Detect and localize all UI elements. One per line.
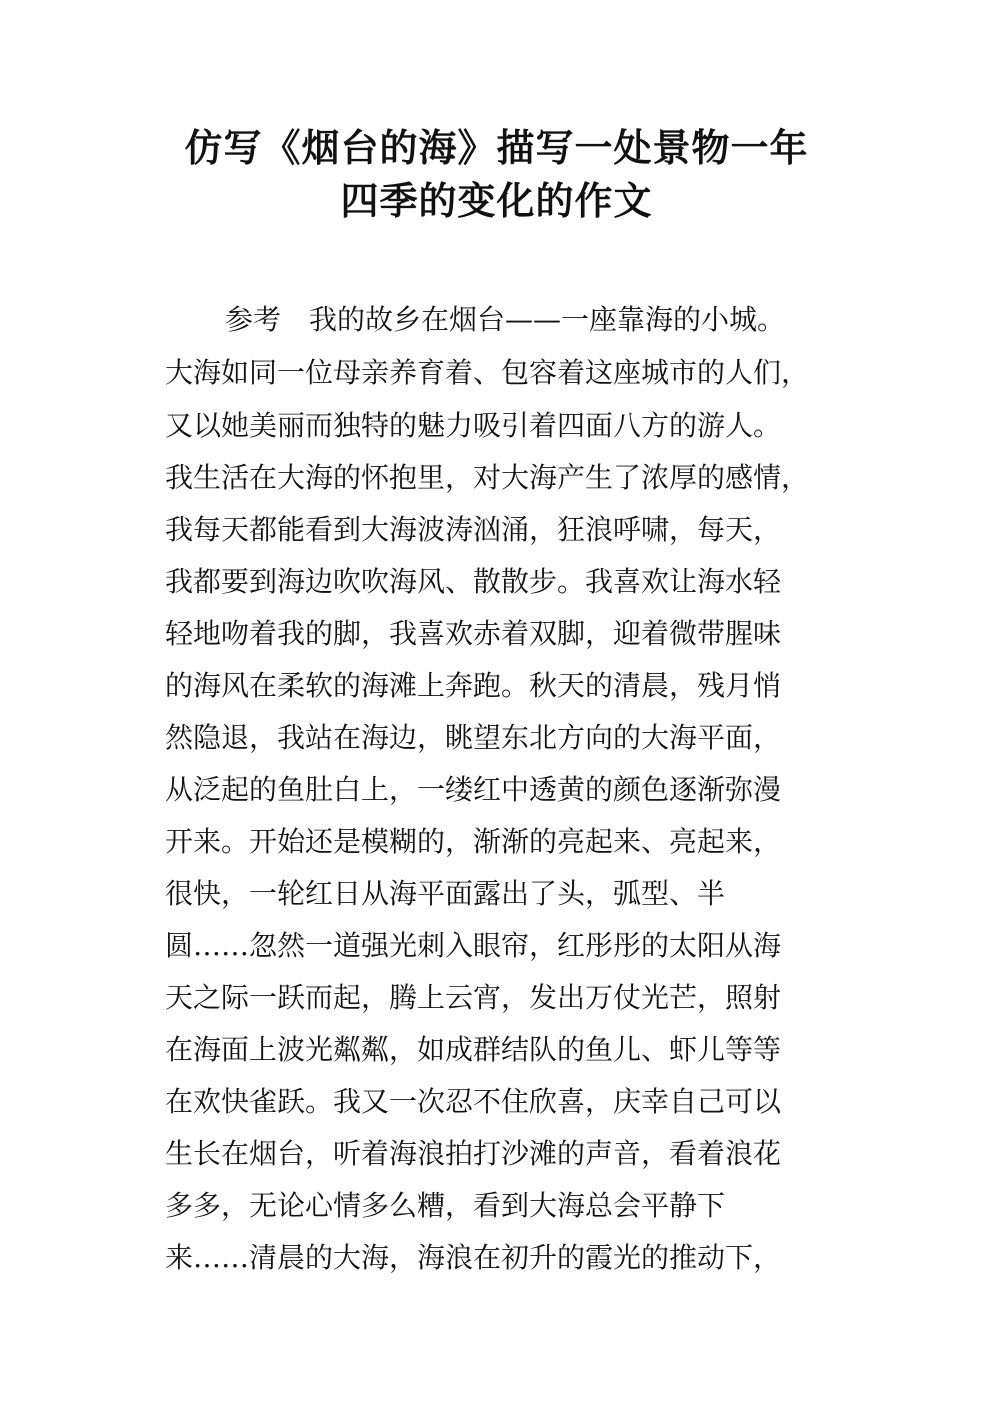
body-text-line: 来……清晨的大海，海浪在初升的霞光的推动下，: [165, 1241, 782, 1274]
body-text-line: 参考 我的故乡在烟台——一座靠海的小城。: [225, 303, 786, 336]
body-text-line: 在海面上波光粼粼，如成群结队的鱼儿、虾儿等等: [165, 1033, 782, 1066]
document-title-line-2: 四季的变化的作文: [340, 179, 653, 223]
body-text-line: 的海风在柔软的海滩上奔跑。秋天的清晨，残月悄: [165, 669, 782, 702]
body-text-line: 大海如同一位母亲养育着、包容着这座城市的人们，: [165, 356, 810, 389]
document-title-line-1: 仿写《烟台的海》描写一处景物一年: [184, 126, 809, 170]
body-text-line: 我都要到海边吹吹海风、散散步。我喜欢让海水轻: [165, 565, 782, 598]
body-text-line: 然隐退，我站在海边，眺望东北方向的大海平面，: [165, 721, 782, 754]
body-text-line: 天之际一跃而起，腾上云宵，发出万仗光芒，照射: [165, 981, 782, 1014]
body-text-line: 我每天都能看到大海波涛汹涌，狂浪呼啸，每天，: [165, 513, 782, 546]
body-text-line: 开来。开始还是模糊的，渐渐的亮起来、亮起来，: [165, 825, 782, 858]
body-text-line: 从泛起的鱼肚白上，一缕红中透黄的颜色逐渐弥漫: [165, 773, 782, 806]
body-text-line: 生长在烟台，听着海浪拍打沙滩的声音，看着浪花: [165, 1137, 782, 1170]
body-text-line: 我生活在大海的怀抱里，对大海产生了浓厚的感情，: [165, 461, 810, 494]
body-text-line: 在欢快雀跃。我又一次忍不住欣喜，庆幸自己可以: [165, 1085, 782, 1118]
body-text-line: 多多，无论心情多么糟，看到大海总会平静下: [165, 1189, 726, 1222]
body-text-line: 轻地吻着我的脚，我喜欢赤着双脚，迎着微带腥味: [165, 617, 782, 650]
body-text-line: 很快，一轮红日从海平面露出了头，弧型、半: [165, 877, 726, 910]
body-text-line: 又以她美丽而独特的魅力吸引着四面八方的游人。: [165, 409, 782, 442]
body-text-line: 圆……忽然一道强光刺入眼帘，红彤彤的太阳从海: [165, 929, 782, 962]
